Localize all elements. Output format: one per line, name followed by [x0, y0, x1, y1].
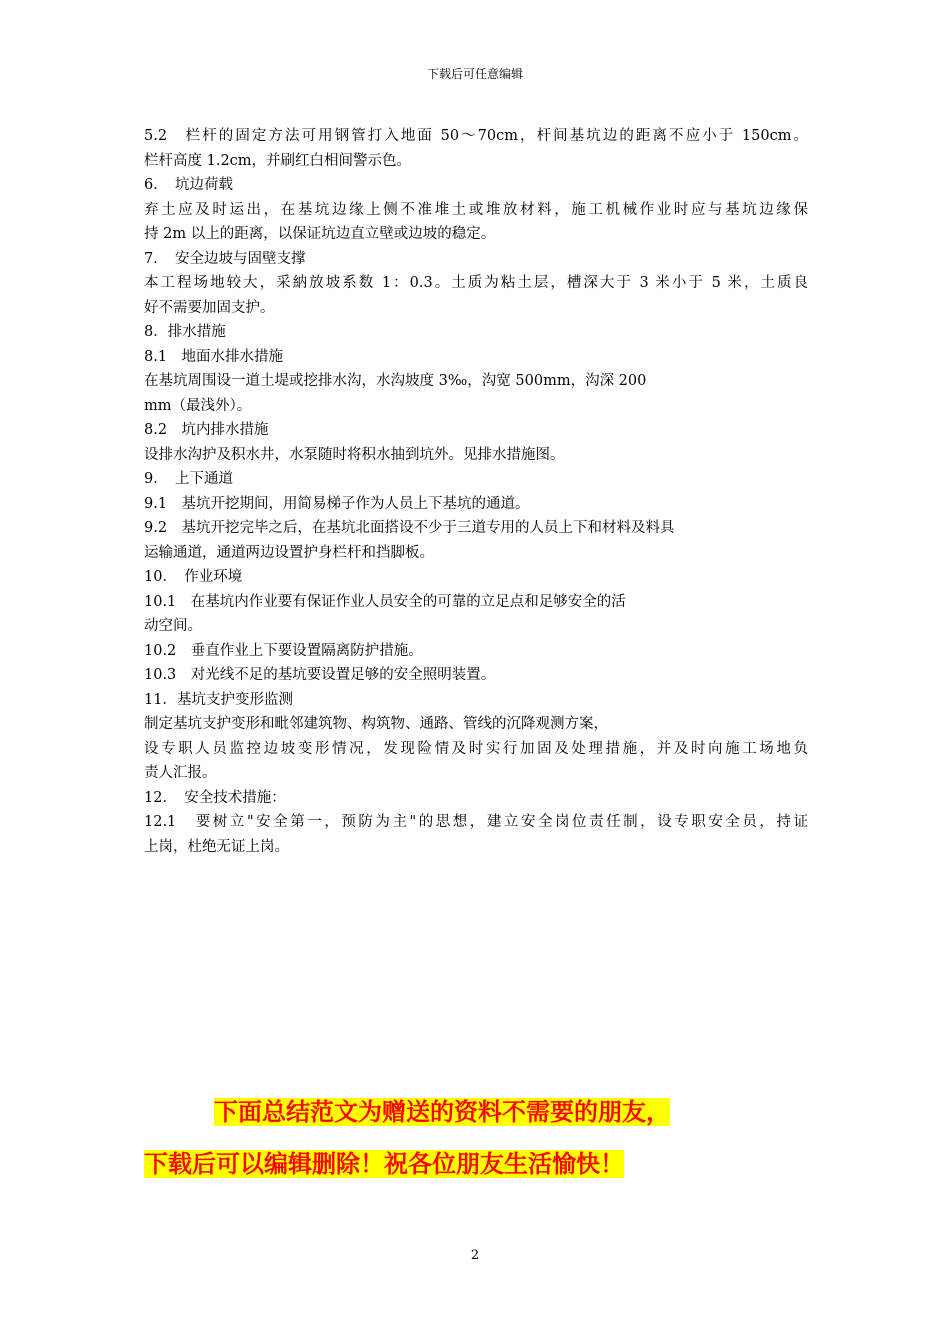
- body-line: mm（最浅外）。: [144, 397, 252, 414]
- body-line: 9． 上下通道: [144, 471, 233, 487]
- body-line: 8.1 地面水排水措施: [144, 348, 284, 365]
- body-line: 10． 作业环境: [144, 569, 243, 585]
- gift-notice-line-2: [0, 1148, 950, 1180]
- body-line: 动空间。: [144, 618, 202, 634]
- gift-notice-text-1: 下面总结范文为赠送的资料不需要的朋友，: [214, 1098, 670, 1126]
- document-body: [144, 124, 808, 859]
- body-line: 在基坑周围设一道土堤或挖排水沟，水沟坡度 3‰，沟宽 500mm，沟深 200: [144, 373, 647, 389]
- body-line: 设排水沟护及积水井，水泵随时将积水抽到坑外。见排水措施图。: [144, 446, 565, 463]
- body-line: 10.3 对光线不足的基坑要设置足够的安全照明装置。: [144, 667, 496, 683]
- body-line: 上岗，杜绝无证上岗。: [144, 838, 289, 855]
- body-line: 栏杆高度 1.2cm，并刷红白相间警示色。: [144, 152, 412, 169]
- gift-notice-line-1: [0, 1096, 950, 1128]
- body-line: 6． 坑边荷载: [144, 177, 233, 193]
- gift-notice-text-2: 下载后可以编辑删除！祝各位朋友生活愉快！: [144, 1150, 624, 1178]
- page-header: 下载后可任意编辑: [426, 67, 523, 81]
- body-line: 9.1 基坑开挖期间，用简易梯子作为人员上下基坑的通道。: [144, 495, 530, 512]
- body-line: 12． 安全技术措施：: [144, 789, 286, 806]
- body-line: 9.2 基坑开挖完毕之后，在基坑北面搭设不少于三道专用的人员上下和材料及料具: [144, 520, 675, 536]
- body-line: 制定基坑支护变形和毗邻建筑物、构筑物、通路、管线的沉降观测方案，: [144, 716, 608, 732]
- body-line: 10.2 垂直作业上下要设置隔离防护措施。: [144, 642, 423, 659]
- body-line: 8．排水措施: [144, 324, 226, 340]
- body-line: 5.2 栏杆的固定方法可用钢管打入地面 50～70cm，杆间基坑边的距离不应小于 150cm。: [144, 128, 808, 144]
- body-line: 8.2 坑内排水措施: [144, 422, 269, 438]
- body-line: 本工程场地较大，采納放坡系数 1：0.3。土质为粘土层，槽深大于 3 米小于 5 米，土质良: [144, 275, 808, 291]
- page-number: 2: [470, 1248, 480, 1263]
- body-line: 运输通道，通道两边设置护身栏杆和挡脚板。: [144, 544, 434, 561]
- body-line: 设专职人员监控边坡变形情况，发现险情及时实行加固及处理措施，并及时向施工场地负: [144, 740, 808, 757]
- body-line: 11．基坑支护变形监测: [144, 691, 293, 708]
- body-line: 10.1 在基坑内作业要有保证作业人员安全的可靠的立足点和足够安全的活: [144, 593, 626, 610]
- body-line: 弃土应及时运出，在基坑边缘上侧不准堆土或堆放材料，施工机械作业时应与基坑边缘保: [144, 201, 808, 218]
- body-line: 责人汇报。: [144, 765, 217, 781]
- body-line: 持 2m 以上的距离，以保证坑边直立壁或边坡的稳定。: [144, 226, 496, 242]
- body-line: 12.1 要树立"安全第一，预防为主"的思想，建立安全岗位责任制，设专职安全员，持证: [144, 814, 808, 830]
- body-line: 好不需要加固支护。: [144, 299, 275, 316]
- body-line: 7． 安全边坡与固壁支撑: [144, 250, 306, 267]
